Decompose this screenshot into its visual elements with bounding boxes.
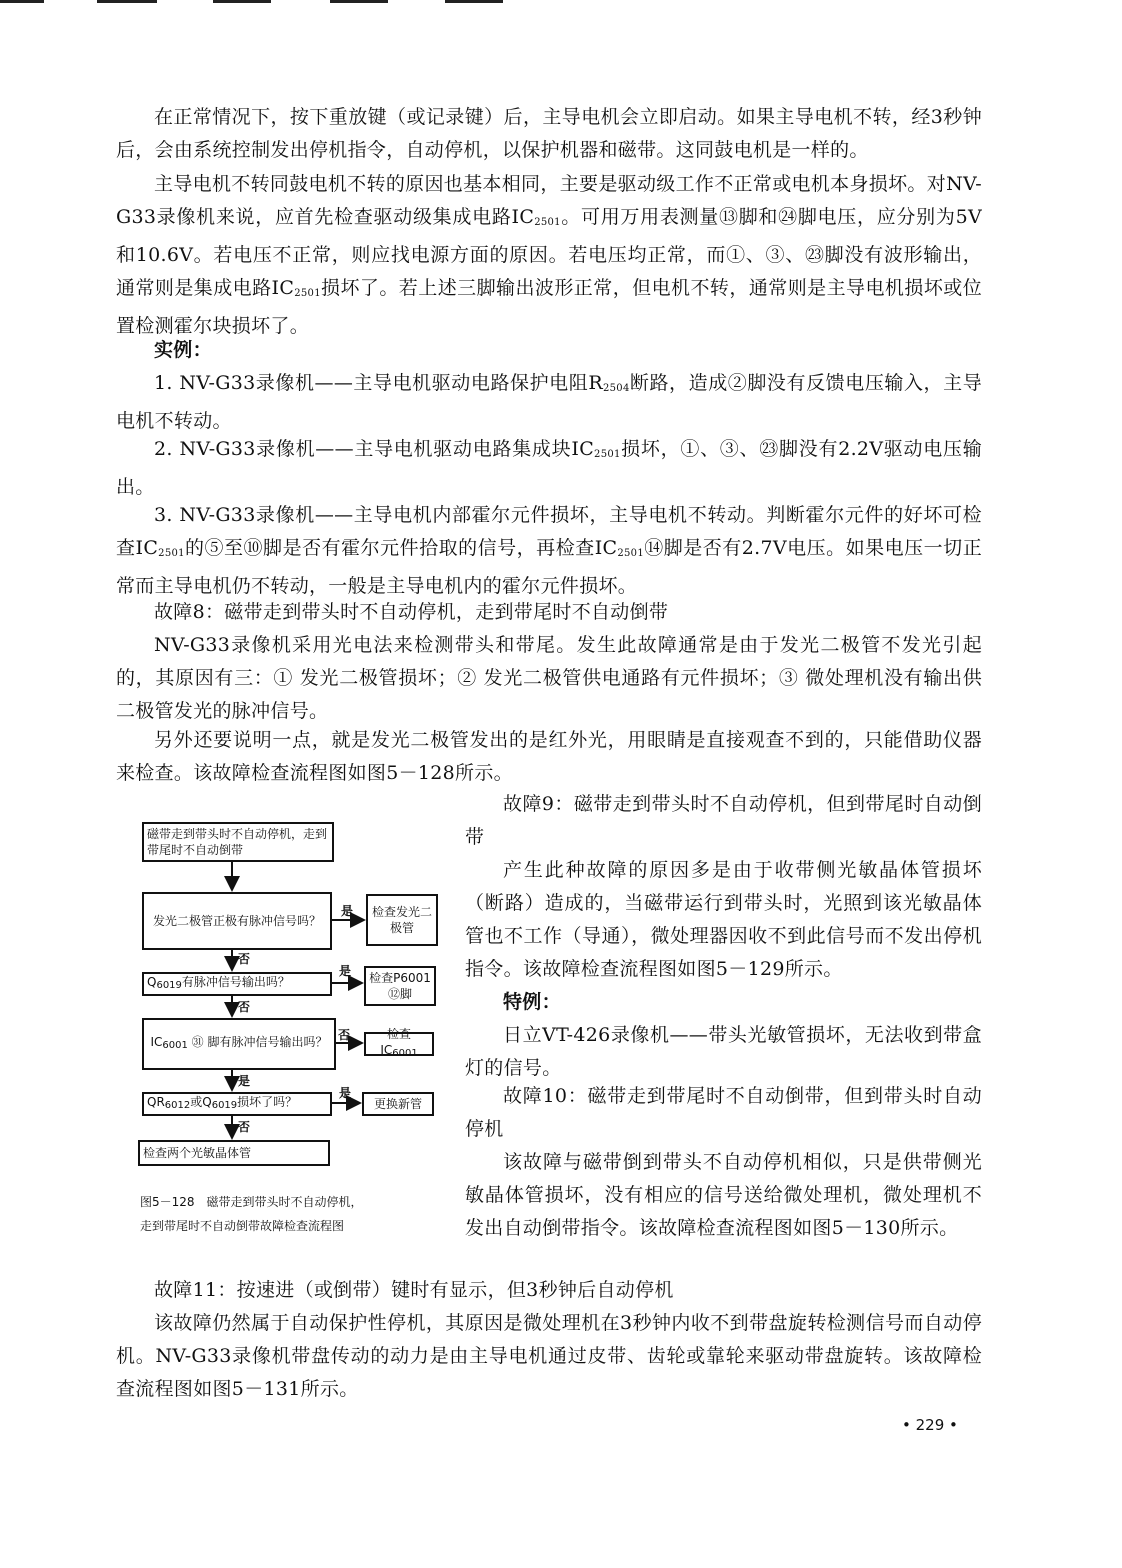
paragraph-cause: 主导电机不转同鼓电机不转的原因也基本相同，主要是驱动级工作不正常或电机本身损坏。对NV-G33录像机来说，应首先检查驱动级集成电路$IC_{2501}$。可用万用表测量⑬脚和㉔脚电压，应分别为5V和10.6V。若电压不正常，则应找电源方面的原因。若电压均正常，而①、③、㉓脚没有波形输出，通常则是集成电路$IC_{2501}$损坏了。若上述三脚输出波形正常，但电机不转，通常则是主导电机损坏或位置检测霍尔块损坏了。 <box>116 173 983 337</box>
example-3: 3. NV-G33录像机——主导电机内部霍尔元件损坏，主导电机不转动。判断霍尔元件的好坏可检查$IC_{2501}$的⑤至⑩脚是否有霍尔元件拾取的信号，再检查$IC_{2501}⑭$脚是否有2.7V电压。如果电压一切正常而主导电机仍不转动，一般是主导电机内的霍尔元件损坏。 <box>116 504 982 597</box>
example-heading: 实例： <box>154 339 212 361</box>
yes-label: 是 <box>339 964 352 978</box>
fault-8-title: 故障8：磁带走到带头时不自动停机，走到带尾时不自动倒带 <box>154 601 669 623</box>
fault-11-body: 该故障仍然属于自动保护性停机，其原因是微处理机在3秒钟内收不到带盘旋转检测信号而自动停机。NV-G33录像机带盘传动的动力是由主导电机通过皮带、齿轮或靠轮来驱动带盘旋转。该故障检查流程图如图5－131所示。 <box>116 1312 982 1400</box>
top-rule <box>97 0 157 3</box>
paragraph-intro: 在正常情况下，按下重放键（或记录键）后，主导电机会立即启动。如果主导电机不转，经3秒钟后，会由系统控制发出停机指令，自动停机，以保护机器和磁带。这同鼓电机是一样的。 <box>116 106 982 161</box>
special-case-heading: 特例： <box>503 991 561 1013</box>
fault-9-body: 产生此种故障的原因多是由于收带侧光敏晶体管损坏（断路）造成的，当磁带运行到带头时，光照到该光敏晶体管也不工作（导通），微处理器因收不到此信号而不发出停机指令。该故障检查流程图如图5－129所示。 <box>465 859 982 980</box>
flowchart-action-4: 更换新管 <box>362 1092 434 1116</box>
fault-8-body: NV-G33录像机采用光电法来检测带头和带尾。发生此故障通常是由于发光二极管不发光引起的，其原因有三：① 发光二极管损坏；② 发光二极管供电通路有元件损坏；③ 微处理机没有输出供二极管发光的脉冲信号。 <box>116 634 982 722</box>
flowchart-question-2: $Q_{6019}$有脉冲信号输出吗？ <box>142 972 332 996</box>
page-number: • 229 • <box>902 1416 958 1434</box>
fault-11-title: 故障11：按速进（或倒带）键时有显示，但3秒钟后自动停机 <box>154 1279 674 1301</box>
flowchart-question-1: 发光二极管正极有脉冲信号吗？ <box>142 892 332 950</box>
no-label: 否 <box>238 952 251 966</box>
fault-9-title: 故障9：磁带走到带头时不自动停机，但到带尾时自动倒带 <box>465 793 982 848</box>
flowchart-action-2: 检查P6001 ⑫脚 <box>364 966 436 1006</box>
top-rule <box>213 0 271 3</box>
flowchart-action-1: 检查发光二极管 <box>366 894 438 946</box>
no-label: 否 <box>238 1120 251 1134</box>
fault-8-note: 另外还要说明一点，就是发光二极管发出的是红外光，用眼睛是直接观查不到的，只能借助仪器来检查。该故障检查流程图如图5－128所示。 <box>116 729 982 784</box>
flowchart-question-3: $IC_{6001}$ ㉛ 脚有脉冲信号输出吗？ <box>142 1018 336 1070</box>
top-rule <box>0 0 44 3</box>
example-1: 1. NV-G33录像机——主导电机驱动电路保护电阻$R_{2504}$断路，造成②脚没有反馈电压输入，主导电机不转动。 <box>116 372 983 432</box>
figure-caption: 图5－128 磁带走到带头时不自动停机， 走到带尾时不自动倒带故障检查流程图 <box>140 1195 363 1233</box>
flowchart-question-4: $QR_{6012}$或$Q_{6019}$损坏了吗？ <box>142 1092 332 1116</box>
flowchart-action-3: 检查$IC_{6001}$ <box>364 1032 434 1056</box>
fault-10-body: 该故障与磁带倒到带头不自动停机相似，只是供带侧光敏晶体管损坏，没有相应的信号送给微处理机，微处理机不发出自动倒带指令。该故障检查流程图如图5－130所示。 <box>465 1151 982 1239</box>
special-case-body: 日立VT-426录像机——带头光敏管损坏，无法收到带盒灯的信号。 <box>465 1024 982 1079</box>
no-label: 否 <box>338 1028 351 1042</box>
yes-label: 是 <box>238 1074 251 1088</box>
top-rule <box>330 0 388 3</box>
top-rule <box>445 0 503 3</box>
flowchart-start-box: 磁带走到带头时不自动停机，走到带尾时不自动倒带 <box>142 822 334 862</box>
yes-label: 是 <box>339 1086 352 1100</box>
yes-label: 是 <box>341 904 354 918</box>
fault-10-title: 故障10：磁带走到带尾时不自动倒带，但到带头时自动停机 <box>465 1085 982 1140</box>
flowchart-end-box: 检查两个光敏晶体管 <box>138 1140 330 1166</box>
flowchart-fig-5-128 <box>130 812 450 1184</box>
no-label: 否 <box>238 1000 251 1014</box>
example-2: 2. NV-G33录像机——主导电机驱动电路集成块$IC_{2501}$损坏，①、③、㉓脚没有2.2V驱动电压输出。 <box>116 438 982 498</box>
